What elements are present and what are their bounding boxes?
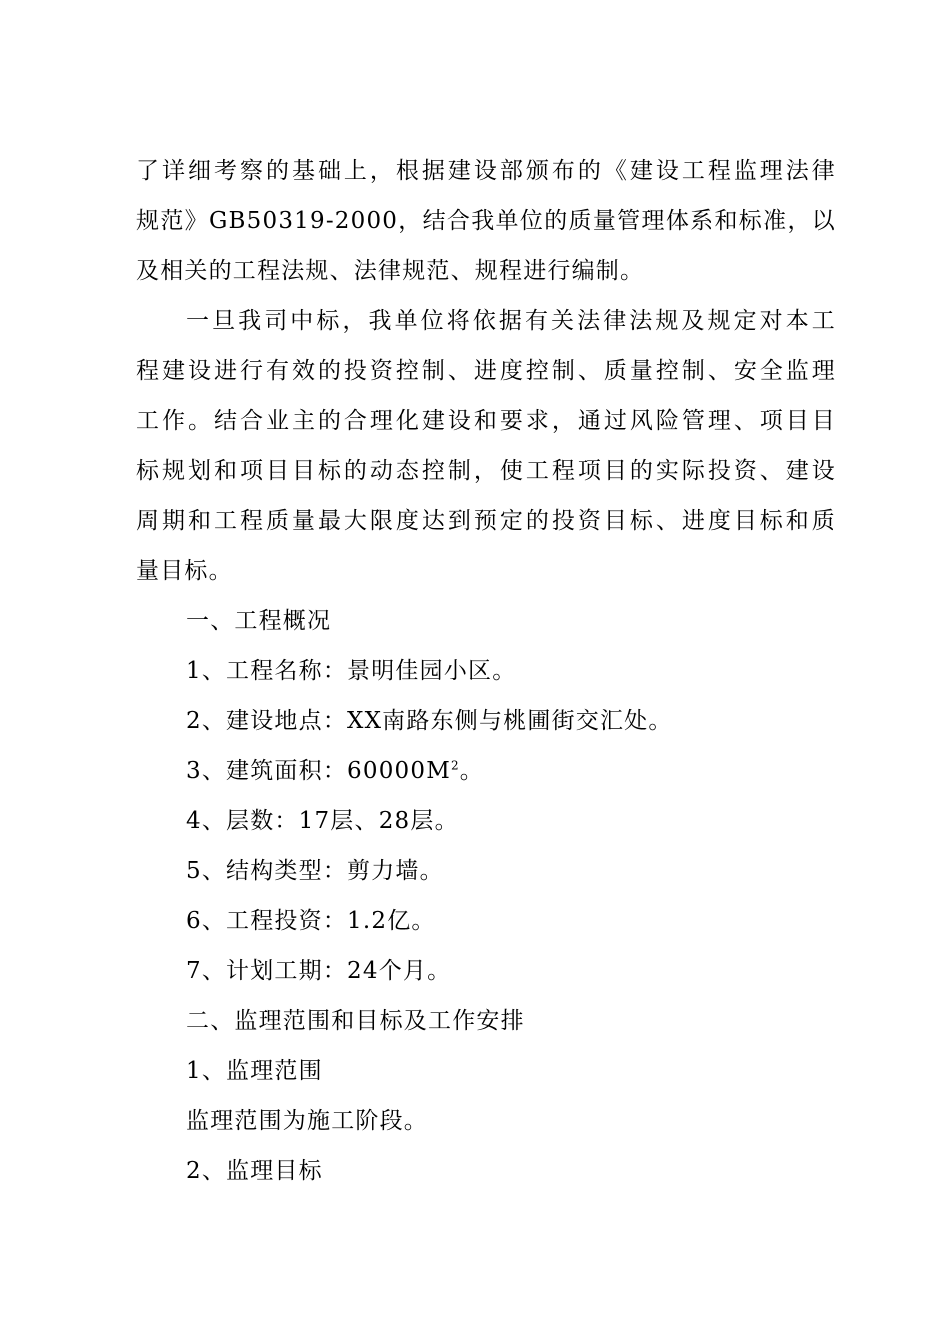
section1-heading: 一、工程概况 (186, 608, 332, 634)
commitment-line: 程建设进行有效的投资控制、进度控制、质量控制、安全监理 (136, 358, 836, 384)
project-name-item: 1、工程名称：景明佳园小区。 (186, 658, 517, 684)
commitment-line: 标规划和项目目标的动态控制，使工程项目的实际投资、建设 (136, 458, 836, 484)
scope-text: 监理范围为施工阶段。 (186, 1108, 428, 1134)
area-unit-superscript: 2 (450, 758, 460, 773)
project-floors-item: 4、层数：17层、28层。 (186, 808, 459, 834)
commitment-line: 工作。结合业主的合理化建设和要求，通过风险管理、项目目 (136, 408, 836, 434)
project-investment-item: 6、工程投资：1.2亿。 (186, 908, 436, 934)
project-schedule-item: 7、计划工期：24个月。 (186, 958, 452, 984)
commitment-paragraph (136, 296, 836, 596)
commitment-line: 周期和工程质量最大限度达到预定的投资目标、进度目标和质 (136, 508, 836, 534)
intro-paragraph (136, 146, 836, 296)
document-body (136, 146, 836, 1196)
project-location-item: 2、建设地点：XX南路东侧与桃圃街交汇处。 (186, 708, 673, 734)
project-area-suffix: 。 (459, 758, 484, 784)
project-area-text: 3、建筑面积：60000M (186, 758, 451, 784)
project-area-item (136, 746, 836, 796)
scope-heading: 1、监理范围 (186, 1058, 323, 1084)
intro-line: 及相关的工程法规、法律规范、规程进行编制。 (136, 258, 645, 284)
section2-heading: 二、监理范围和目标及工作安排 (186, 1008, 525, 1034)
intro-line: 规范》GB50319-2000，结合我单位的质量管理体系和标准，以 (136, 208, 836, 234)
project-structure-item: 5、结构类型：剪力墙。 (186, 858, 444, 884)
intro-line: 了详细考察的基础上，根据建设部颁布的《建设工程监理法律 (136, 158, 836, 184)
commitment-line: 量目标。 (136, 558, 233, 584)
commitment-line: 一旦我司中标，我单位将依据有关法律法规及规定对本工 (186, 308, 836, 334)
objectives-heading: 2、监理目标 (186, 1158, 323, 1184)
